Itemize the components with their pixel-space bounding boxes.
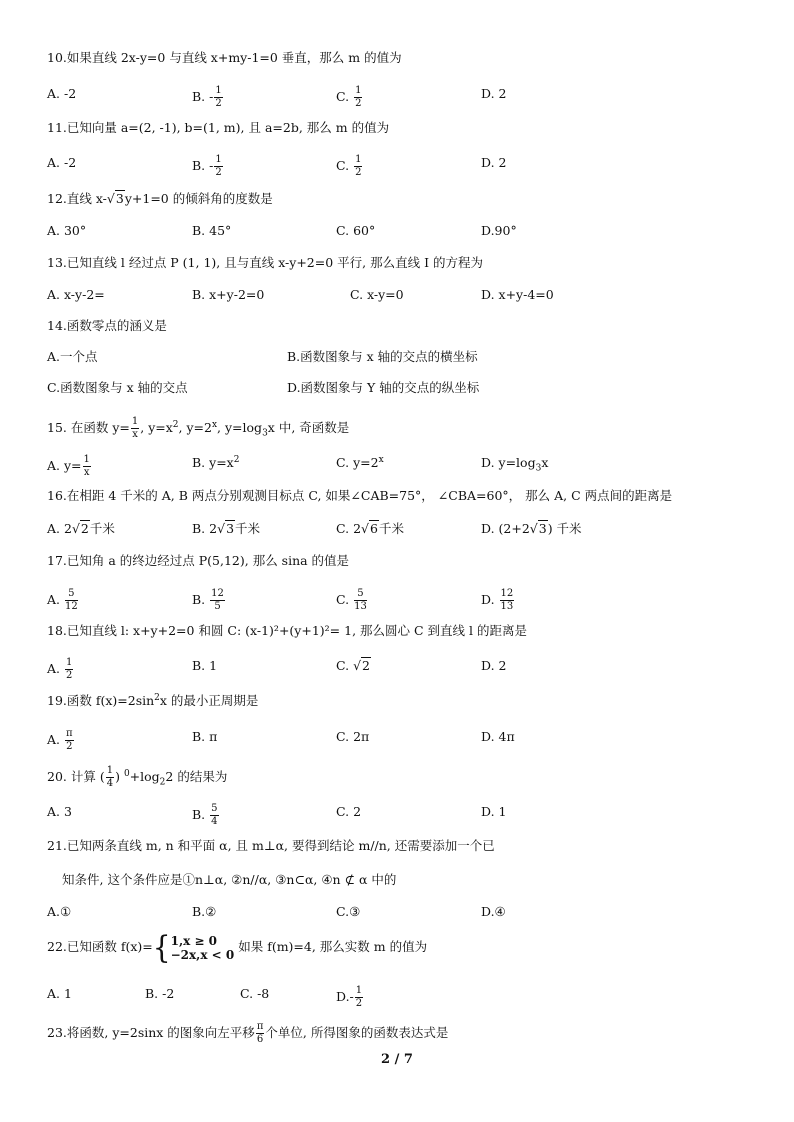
- question-15-option-d: D. $y=\log_3x$: [481, 455, 549, 474]
- question-18-option-d: D. 2: [481, 658, 507, 673]
- question-17-option-a: A. $\frac{5}{12}$: [47, 588, 78, 612]
- page-number: 2 / 7: [381, 1052, 413, 1067]
- question-17-option-c: C. $\frac{5}{13}$: [336, 588, 367, 612]
- question-16-option-a: A. 2√2千米: [47, 521, 115, 536]
- question-21-option-a: A.①: [47, 904, 72, 919]
- question-21-option-b: B.②: [192, 904, 217, 919]
- question-22-stem: 22.已知函数 f(x)={ 1,x ≥ 0 −2x,x < 0 如果 f(m)=4, 那么实数 m 的值为: [47, 928, 428, 966]
- question-16-option-b: B. 2√3千米: [192, 521, 261, 536]
- question-20-stem: 20. 计算 ( $\frac{1}{4}$ ) $^0+\log_22$ 的结果为: [47, 765, 228, 789]
- question-17-option-b: B. $\frac{12}{5}$: [192, 588, 224, 612]
- question-14-stem: 14.函数零点的涵义是: [47, 318, 167, 333]
- question-15-option-a: A. y= $\frac{1}{x}$: [47, 454, 90, 478]
- question-13-option-d: D. x+y-4=0: [481, 287, 554, 302]
- question-15-option-c: C. $y=2^x$: [336, 454, 384, 470]
- question-14-option-d: D.函数图象与 Y 轴的交点的纵坐标: [287, 380, 480, 395]
- left-brace: {: [152, 928, 171, 966]
- question-18-stem: 18.已知直线 l: x+y+2=0 和圆 C: (x-1)²+(y+1)²= 1, 那么圆心 C 到直线 l 的距离是: [47, 623, 527, 638]
- question-14-option-a: A.一个点: [47, 349, 98, 364]
- question-12-option-a: A. 30°: [47, 223, 87, 238]
- question-20-option-c: C. 2: [336, 804, 362, 819]
- question-18-option-c: C. √2: [336, 658, 370, 673]
- question-12-option-d: D.90°: [481, 223, 517, 238]
- question-11-stem: 11.已知向量 a=(2, -1), b=(1, m), 且 a=2b, 那么 m 的值为: [47, 120, 390, 135]
- question-13-option-b: B. x+y-2=0: [192, 287, 265, 302]
- question-21-stem: 21.已知两条直线 m, n 和平面 α, 且 m⊥α, 要得到结论 m//n, 还需要添加一个已: [47, 838, 495, 853]
- question-15-option-b: B. $y=x^2$: [192, 454, 240, 470]
- question-19-stem: 19.函数 $f(x)=2\sin^2x$ 的最小正周期是: [47, 692, 259, 708]
- question-13-option-a: A. x-y-2=: [47, 287, 105, 302]
- question-11-option-d: D. 2: [481, 155, 507, 170]
- question-14-option-c: C.函数图象与 x 轴的交点: [47, 380, 188, 395]
- question-22-option-b: B. -2: [145, 986, 175, 1001]
- question-11-option-a: A. -2: [47, 155, 77, 170]
- question-21-option-c: C.③: [336, 904, 361, 919]
- question-11-option-b: B. - $\frac{1}{2}$: [192, 154, 222, 178]
- question-18-option-b: B. 1: [192, 658, 218, 673]
- question-12-stem: 12.直线 x-√3y+1=0 的倾斜角的度数是: [47, 191, 273, 206]
- question-18-option-a: A. $\frac{1}{2}$: [47, 657, 73, 681]
- question-22-option-d: D.- $\frac{1}{2}$: [336, 985, 363, 1009]
- question-16-stem: 16.在相距 4 千米的 A, B 两点分别观测目标点 C, 如果∠CAB=75°， ∠CBA=60°， 那么 A, C 两点间的距离是: [47, 488, 673, 503]
- question-23-stem: 23.将函数, y=2sinx 的图象向左平移 $\frac{\pi}{6}$ 个单位, 所得图象的函数表达式是: [47, 1021, 449, 1045]
- sqrt-sign: √3: [106, 191, 124, 206]
- question-19-option-b: B. π: [192, 729, 218, 744]
- question-13-stem: 13.已知直线 l 经过点 P (1, 1), 且与直线 x-y+2=0 平行, 那么直线 I 的方程为: [47, 255, 483, 270]
- question-22-option-a: A. 1: [47, 986, 72, 1001]
- question-10-option-d: D. 2: [481, 86, 507, 101]
- question-13-option-c: C. x-y=0: [350, 287, 404, 302]
- piecewise-cases: 1,x ≥ 0 −2x,x < 0: [170, 933, 235, 962]
- question-12-option-c: C. 60°: [336, 223, 376, 238]
- question-17-stem: 17.已知角 a 的终边经过点 P(5,12), 那么 sina 的值是: [47, 553, 350, 568]
- question-19-option-c: C. 2π: [336, 729, 370, 744]
- question-16-option-c: C. 2√6千米: [336, 521, 404, 536]
- question-20-option-d: D. 1: [481, 804, 507, 819]
- question-10-option-b: B. - $\frac{1}{2}$: [192, 85, 222, 109]
- question-19-option-a: A. $\frac{\pi}{2}$: [47, 728, 73, 752]
- question-21-option-d: D.④: [481, 904, 506, 919]
- question-20-option-b: B. $\frac{5}{4}$: [192, 803, 218, 827]
- question-16-option-d: D. (2+2√3) 千米: [481, 521, 582, 536]
- question-17-option-d: D. $\frac{12}{13}$: [481, 588, 514, 612]
- question-19-option-d: D. 4π: [481, 729, 515, 744]
- question-12-option-b: B. 45°: [192, 223, 232, 238]
- question-20-option-a: A. 3: [47, 804, 72, 819]
- question-10-stem: 10.如果直线 2x-y=0 与直线 x+my-1=0 垂直，那么 m 的值为: [47, 50, 402, 65]
- question-14-option-b: B.函数图象与 x 轴的交点的横坐标: [287, 349, 478, 364]
- question-11-option-c: C. $\frac{1}{2}$: [336, 154, 362, 178]
- question-10-option-a: A. -2: [47, 86, 77, 101]
- question-10-option-c: C. $\frac{1}{2}$: [336, 85, 362, 109]
- question-22-option-c: C. -8: [240, 986, 270, 1001]
- question-15-stem: 15. 在函数 y= $\frac{1}{x}$ , $y=x^2$, $y=2^x$, $y=\log_3x$ 中, 奇函数是: [47, 416, 350, 440]
- question-21-stem-line2: 知条件, 这个条件应是①n⊥α, ②n//α, ③n⊂α, ④n ⊄ α 中的: [62, 872, 397, 887]
